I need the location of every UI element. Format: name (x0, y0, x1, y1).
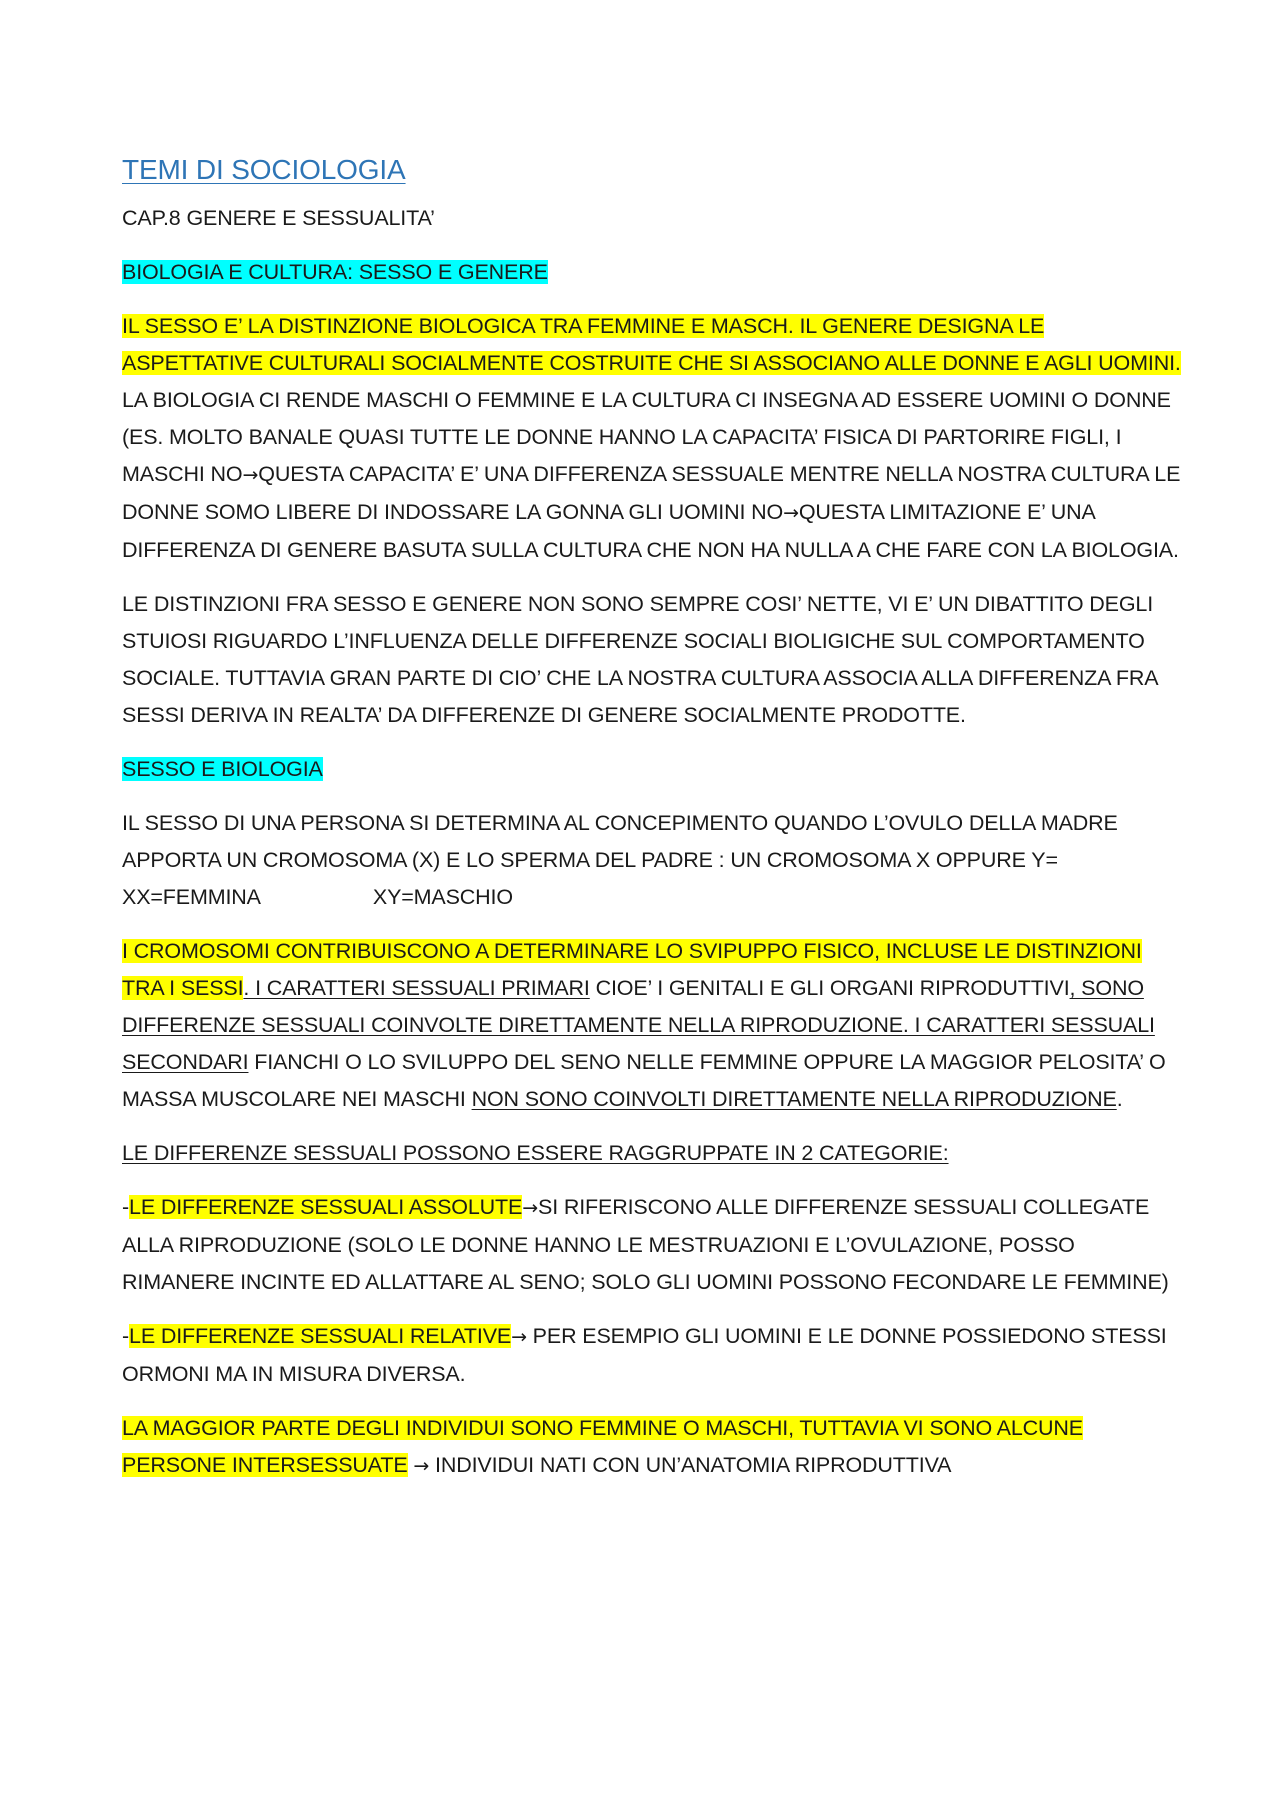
paragraph-text: SI RIFERISCONO ALLE DIFFERENZE SESSUALI COLLEGATE ALLA RIPRODUZIONE (SOLO LE DONNE HANNO LE MESTRUAZIONI E L’OVULAZIONE, POSSO RIMANERE INCINTE ED ALLATTARE AL SENO; SOLO GLI UOMINI POSSONO FECONDARE LE FEMMINE) (122, 1195, 1169, 1294)
chapter-heading: CAP.8 GENERE E SESSUALITA’ (122, 206, 435, 230)
paragraph-text: FIANCHI O LO SVILUPPO DEL SENO NELLE FEMMINE OPPURE LA MAGGIOR PELOSITA’ O MASSA MUSCOLARE NEI MASCHI (122, 1050, 1166, 1111)
xy-label: XY=MASCHIO (372, 885, 513, 909)
paragraph-text: INDIVIDUI NATI CON UN’ANATOMIA RIPRODUTTIVA (429, 1453, 952, 1477)
paragraph-text: IL SESSO DI UNA PERSONA SI DETERMINA AL CONCEPIMENTO QUANDO L’OVULO DELLA MADRE APPORTA UN CROMOSOMA (X) E LO SPERMA DEL PADRE : UN CROMOSOMA X OPPURE Y= (122, 811, 1118, 872)
paragraph-caratteri-sessuali (122, 933, 1182, 1118)
paragraph-distinzioni: LE DISTINZIONI FRA SESSO E GENERE NON SONO SEMPRE COSI’ NETTE, VI E’ UN DIBATTITO DEGLI STUIOSI RIGUARDO L’INFLUENZA DELLE DIFFERENZE SOCIALI BIOLIGICHE SUL COMPORTAMENTO SOCIALE. TUTTAVIA GRAN PARTE DI CIO’ CHE LA NOSTRA CULTURA ASSOCIA ALLA DIFFERENZA FRA SESSI DERIVA IN REALTA’ DA DIFFERENZE DI GENERE SOCIALMENTE PRODOTTE. (122, 592, 1158, 727)
arrow-icon: → (522, 1197, 539, 1219)
underlined-text: NON SONO COINVOLTI DIRETTAMENTE NELLA RIPRODUZIONE (471, 1087, 1117, 1111)
underlined-text: LE DIFFERENZE SESSUALI POSSONO ESSERE RAGGRUPPATE IN 2 CATEGORIE: (122, 1141, 949, 1165)
highlight-definition: IL SESSO E’ LA DISTINZIONE BIOLOGICA TRA FEMMINE E MASCH. IL GENERE DESIGNA LE ASPETTATIVE CULTURALI SOCIALMENTE COSTRUITE CHE SI ASSOCIANO ALLE DONNE E AGLI UOMINI. (122, 314, 1181, 375)
document-page (122, 150, 1182, 1502)
list-dash: - (122, 1195, 130, 1219)
arrow-icon: → (511, 1326, 527, 1348)
highlight-cromosomi: I CROMOSOMI CONTRIBUISCONO A DETERMINARE LO SVIPUPPO FISICO, INCLUSE LE DISTINZIONI TRA I SESSI (122, 939, 1142, 1000)
paragraph-text: QUESTA LIMITAZIONE E’ UNA DIFFERENZA DI GENERE BASUTA SULLA CULTURA CHE NON HA NULLA A CHE FARE CON LA BIOLOGIA. (122, 500, 1179, 562)
highlight-intersessuate: LA MAGGIOR PARTE DEGLI INDIVIDUI SONO FEMMINE O MASCHI, TUTTAVIA VI SONO ALCUNE PERSONE INTERSESSUATE (122, 1416, 1083, 1477)
section-heading-biologia-cultura (122, 254, 1182, 291)
list-item-relative (122, 1318, 1182, 1393)
document-title: TEMI DI SOCIOLOGIA (122, 154, 406, 185)
paragraph-text: PER ESEMPIO GLI UOMINI E LE DONNE POSSIEDONO STESSI ORMONI MA IN MISURA DIVERSA. (122, 1324, 1167, 1386)
highlight-assolute: LE DIFFERENZE SESSUALI ASSOLUTE (129, 1195, 523, 1219)
paragraph-text: CIOE’ I GENITALI E GLI ORGANI RIPRODUTTIVI (589, 976, 1070, 1000)
paragraph-intersessuate (122, 1410, 1182, 1485)
list-item-assolute (122, 1189, 1182, 1301)
highlight-relative: LE DIFFERENZE SESSUALI RELATIVE (129, 1324, 512, 1348)
arrow-icon: → (242, 464, 259, 486)
section-heading-text: SESSO E BIOLOGIA (122, 757, 323, 781)
paragraph-categorie (122, 1135, 1182, 1172)
paragraph-text: . (1116, 1087, 1123, 1111)
xx-label: XX=FEMMINA (122, 885, 261, 909)
section-heading-sesso-biologia (122, 751, 1182, 788)
section-heading-text: BIOLOGIA E CULTURA: SESSO E GENERE (122, 260, 548, 284)
arrow-icon: → (783, 502, 799, 524)
paragraph-cromosomi-concepimento (122, 805, 1182, 916)
underlined-text: , SONO DIFFERENZE SESSUALI COINVOLTE DIRETTAMENTE NELLA RIPRODUZIONE. I CARATTERI SESSUALI SECONDARI (122, 976, 1155, 1074)
arrow-icon: → (413, 1455, 430, 1477)
paragraph-text: QUESTA CAPACITA’ E’ UNA DIFFERENZA SESSUALE MENTRE NELLA NOSTRA CULTURA LE DONNE SOMO LIBERE DI INDOSSARE LA GONNA GLI UOMINI NO (122, 462, 1181, 524)
underlined-text: . I CARATTERI SESSUALI PRIMARI (243, 976, 590, 1000)
list-dash: - (122, 1324, 130, 1348)
paragraph-sesso-genere (122, 308, 1182, 569)
paragraph-text: LA BIOLOGIA CI RENDE MASCHI O FEMMINE E LA CULTURA CI INSEGNA AD ESSERE UOMINI O DONNE (ES. MOLTO BANALE QUASI TUTTE LE DONNE HANNO LA CAPACITA’ FISICA DI PARTORIRE FIGLI, I MASCHI NO (122, 388, 1171, 486)
